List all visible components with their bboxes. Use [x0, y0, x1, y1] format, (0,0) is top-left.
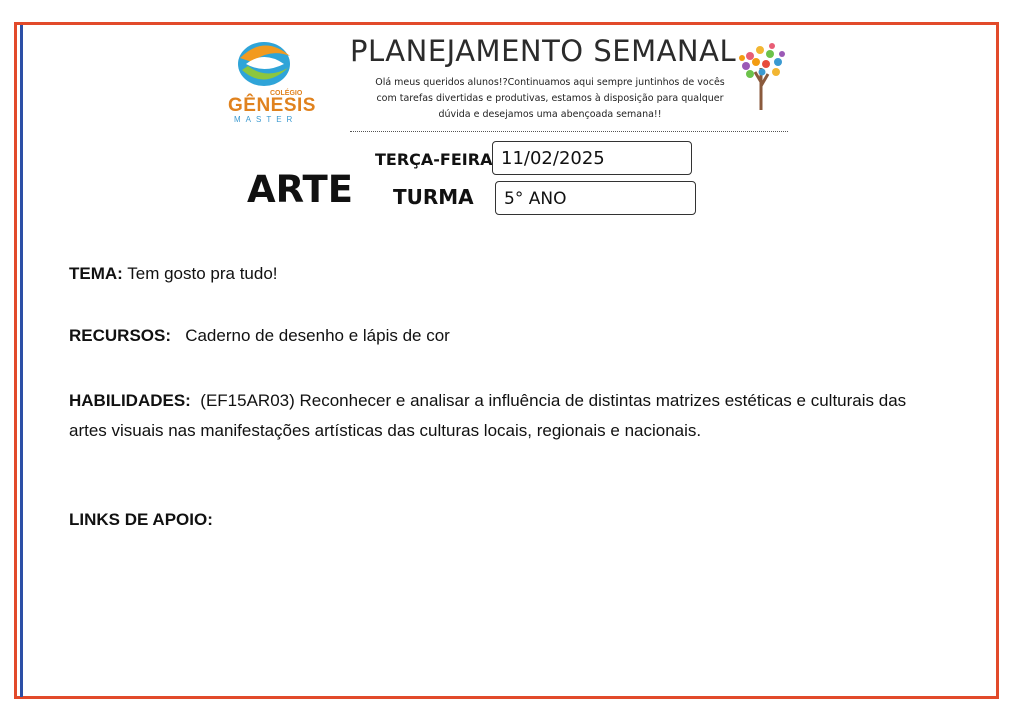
- tema-label: TEMA:: [69, 264, 123, 283]
- logo-colegio-text: COLÉGIO: [270, 90, 303, 97]
- page-frame: [14, 22, 999, 699]
- turma-field: 5° ANO: [495, 181, 696, 215]
- header-divider: [350, 131, 788, 132]
- page-title: PLANEJAMENTO SEMANAL: [350, 34, 737, 68]
- links-label: LINKS DE APOIO:: [69, 510, 213, 529]
- welcome-message: Olá meus queridos alunos!?Continuamos aqui sempre juntinhos de vocês com tarefas divertidas e produtivas, estamos à disposição para qualquer dúvida e desejamos uma abençoada semana!!: [375, 77, 725, 120]
- day-label: TERÇA-FEIRA: [375, 150, 493, 169]
- tema-value: Tem gosto pra tudo!: [127, 264, 278, 283]
- recursos-row: [69, 326, 450, 346]
- habilidades-label: HABILIDADES:: [69, 391, 191, 410]
- school-logo: [222, 40, 316, 126]
- recursos-value: Caderno de desenho e lápis de cor: [185, 326, 450, 345]
- subject-title: ARTE: [247, 168, 353, 211]
- frame-blue-edge: [20, 25, 23, 697]
- recursos-label: RECURSOS:: [69, 326, 172, 345]
- date-field: 11/02/2025: [492, 141, 692, 175]
- logo-swirl-icon: [230, 40, 298, 90]
- tree-icon: [736, 42, 788, 110]
- turma-label: TURMA: [393, 185, 474, 209]
- habilidades-value: (EF15AR03) Reconhecer e analisar a influência de distintas matrizes estéticas e culturais das artes visuais nas manifestações artísticas das culturas locais, regionais e nacionais.: [69, 391, 907, 440]
- habilidades-row: [69, 386, 929, 446]
- links-row: [69, 510, 213, 530]
- logo-sub-text: MASTER: [234, 115, 298, 124]
- tema-row: [69, 264, 278, 284]
- logo-name-text: GÊNESIS: [228, 95, 316, 116]
